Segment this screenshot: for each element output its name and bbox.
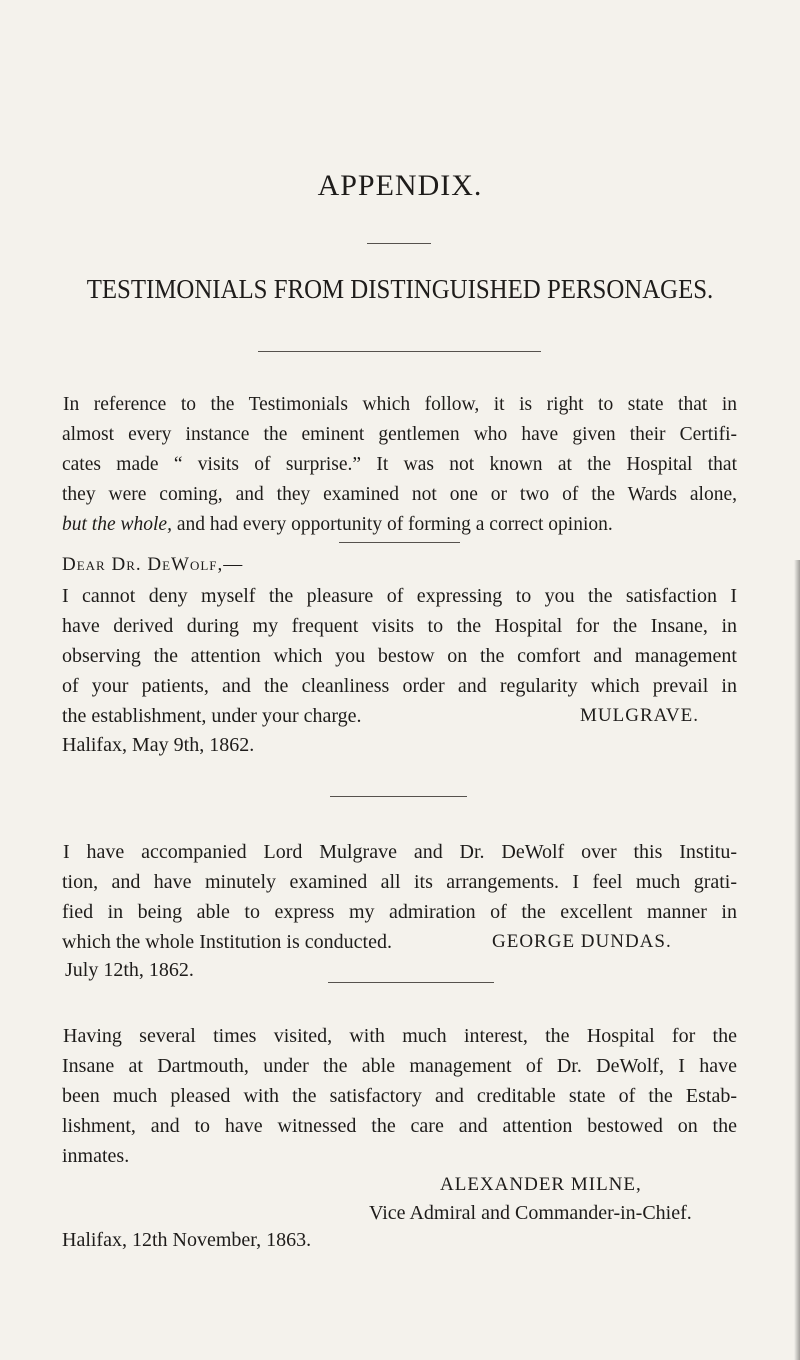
signature-dundas: GEORGE DUNDAS.: [492, 931, 672, 952]
milne-testimonial: [62, 1021, 737, 1171]
text-line: I have accompanied Lord Mulgrave and Dr. DeWolf over this Institu-: [63, 841, 737, 863]
intro-paragraph: [62, 390, 737, 540]
divider: [367, 243, 431, 244]
text-line: lishment, and to have witnessed the care and attention bestowed on the: [62, 1115, 737, 1137]
page-edge-shadow: [794, 560, 800, 1360]
text-line: Having several times visited, with much interest, the Hospital for the: [63, 1025, 737, 1047]
italic-text: but the whole,: [62, 514, 172, 535]
divider: [258, 351, 541, 352]
salutation: [62, 550, 243, 580]
place-date: Halifax, May 9th, 1862.: [62, 734, 255, 756]
text-line: Insane at Dartmouth, under the able management of Dr. DeWolf, I have: [62, 1055, 737, 1077]
text-line: tion, and have minutely examined all its arrangements. I feel much grati-: [62, 871, 737, 893]
text-line: of your patients, and the cleanliness order and regularity which prevail in: [62, 675, 737, 697]
text-run: and had every opportunity of forming a correct opinion.: [171, 514, 613, 535]
section-heading: TESTIMONIALS FROM DISTINGUISHED PERSONAGES.: [86, 274, 714, 304]
text-line: which the whole Institution is conducted.: [62, 931, 392, 953]
signatory-title: Vice Admiral and Commander-in-Chief.: [369, 1202, 692, 1224]
text-line: cates made “ visits of surprise.” It was not known at the Hospital that: [62, 454, 737, 475]
text-line: almost every instance the eminent gentlemen who have given their Certifi-: [62, 424, 737, 445]
salutation-text: Dear Dr. DeWolf,—: [62, 554, 244, 575]
text-line: In reference to the Testimonials which follow, it is right to state that in: [63, 394, 737, 415]
divider: [339, 542, 460, 543]
divider: [328, 982, 494, 983]
text-line: observing the attention which you bestow on the comfort and management: [62, 645, 737, 667]
signature-mulgrave: MULGRAVE.: [580, 705, 699, 726]
divider: [330, 796, 467, 797]
text-line: they were coming, and they examined not one or two of the Wards alone,: [62, 484, 737, 505]
text-line: have derived during my frequent visits to the Hospital for the Insane, in: [62, 615, 737, 637]
text-line: I cannot deny myself the pleasure of expressing to you the satisfaction I: [62, 585, 737, 607]
text-line: fied in being able to express my admiration of the excellent manner in: [62, 901, 737, 923]
text-line: the establishment, under your charge.: [62, 705, 362, 727]
text-line: [62, 510, 737, 540]
page-title: APPENDIX.: [317, 169, 483, 202]
place-date: Halifax, 12th November, 1863.: [62, 1229, 312, 1251]
text-line: inmates.: [62, 1145, 130, 1167]
date: July 12th, 1862.: [65, 959, 194, 981]
text-line: been much pleased with the satisfactory and creditable state of the Estab-: [62, 1085, 737, 1107]
signature-milne: ALEXANDER MILNE,: [440, 1174, 642, 1195]
